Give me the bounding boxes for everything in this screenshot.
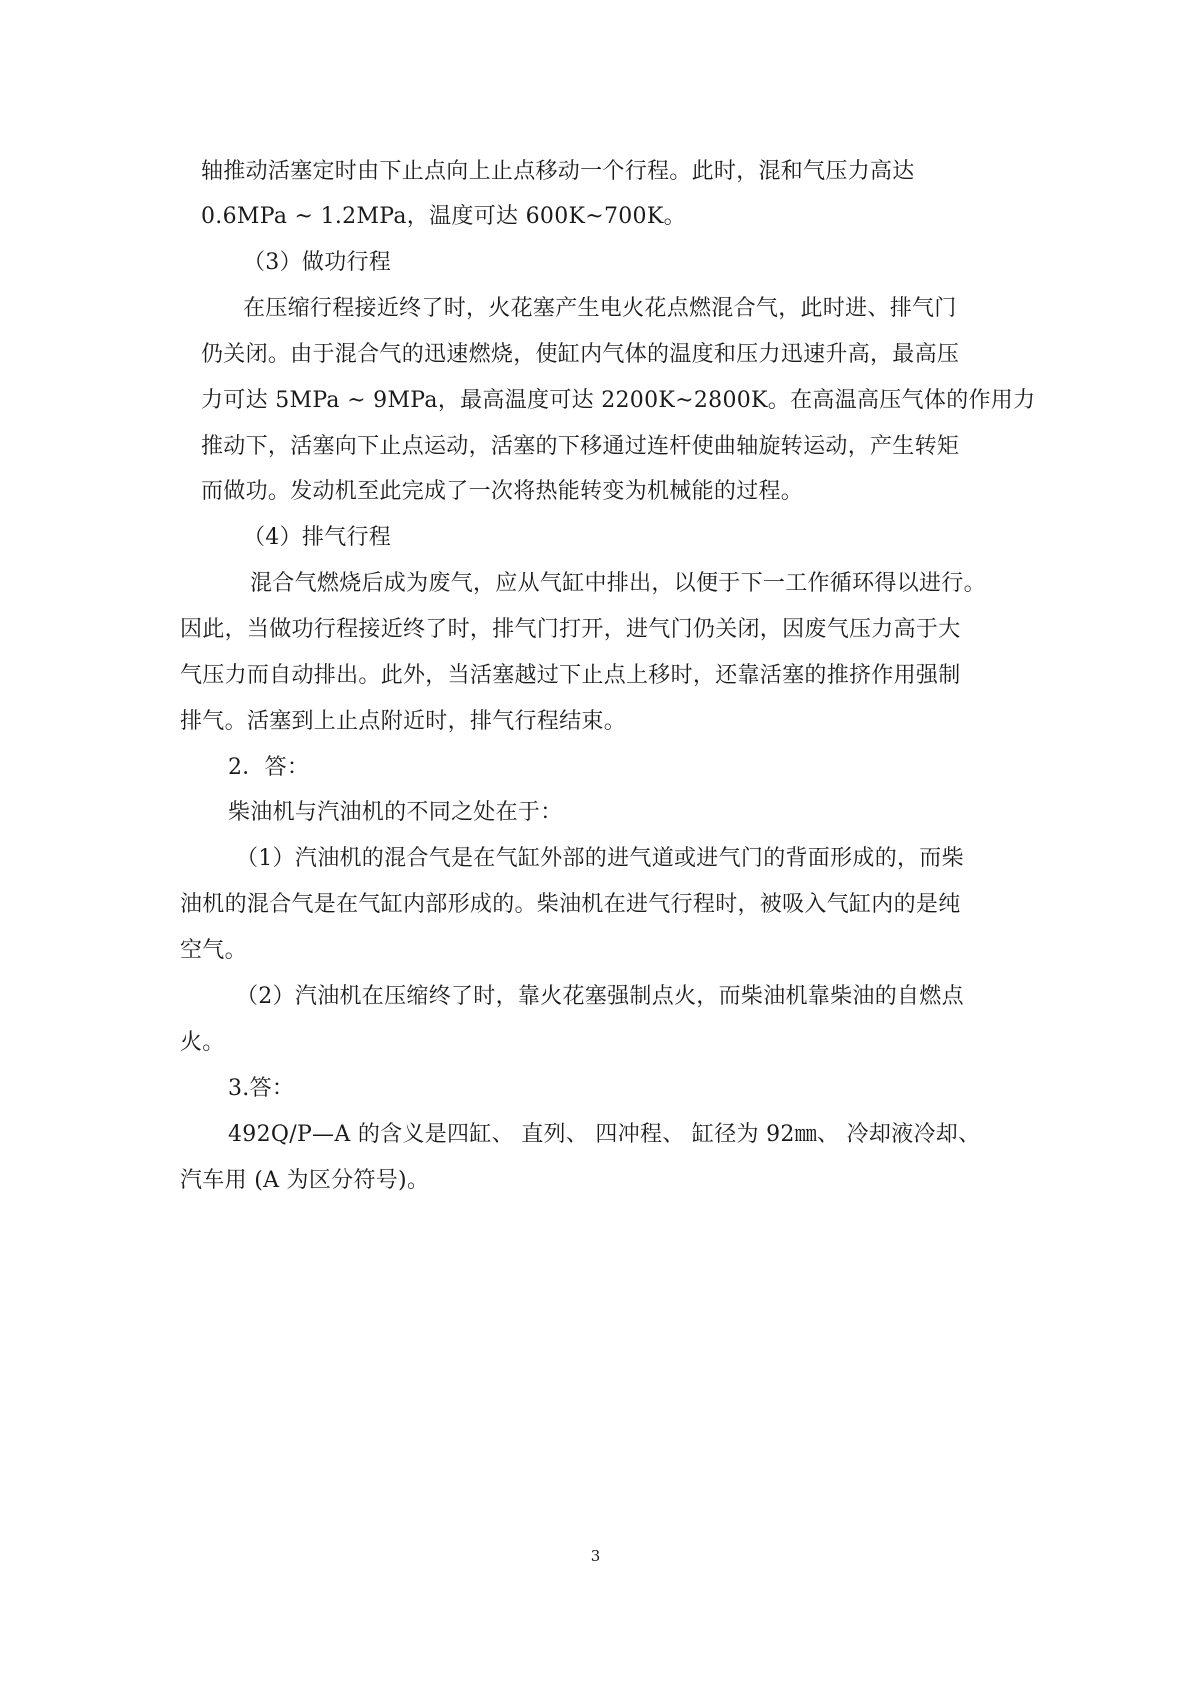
section-heading: （3）做功行程 xyxy=(243,250,392,275)
text-line: 空气。 xyxy=(180,938,247,963)
section-heading: （4）排气行程 xyxy=(243,525,392,550)
text-line: 492Q/P—A 的含义是四缸、 直列、 四冲程、 缸径为 92㎜、 冷却液冷却、 xyxy=(228,1122,981,1147)
text-line: 在压缩行程接近终了时，火花塞产生电火花点燃混合气，此时进、排气门 xyxy=(243,296,957,321)
text-line: （2）汽油机在压缩终了时，靠火花塞强制点火，而柴油机靠柴油的自燃点 xyxy=(236,984,964,1009)
answer-label: 3.答： xyxy=(228,1076,295,1101)
text-line: 气压力而自动排出。此外，当活塞越过下止点上移时，还靠活塞的推挤作用强制 xyxy=(180,663,961,688)
text-line: 汽车用 (A 为区分符号)。 xyxy=(180,1168,430,1193)
text-line: 轴推动活塞定时由下止点向上止点移动一个行程。此时，混和气压力高达 xyxy=(201,159,915,184)
text-line: 排气。活塞到上止点附近时，排气行程结束。 xyxy=(180,709,627,734)
text-line: （1）汽油机的混合气是在气缸外部的进气道或进气门的背面形成的，而柴 xyxy=(236,846,964,871)
text-line: 仍关闭。由于混合气的迅速燃烧，使缸内气体的温度和压力迅速升高，最高压 xyxy=(201,342,960,367)
text-line: 而做功。发动机至此完成了一次将热能转变为机械能的过程。 xyxy=(201,479,804,504)
text-line: 力可达 5MPa ~ 9MPa，最高温度可达 2200K~2800K。在高温高压气体的作用力 xyxy=(201,388,1036,413)
text-line: 油机的混合气是在气缸内部形成的。柴油机在进气行程时，被吸入气缸内的是纯 xyxy=(180,892,961,917)
answer-label: 2．答： xyxy=(228,755,310,780)
text-line: 火。 xyxy=(180,1030,225,1055)
text-line: 推动下，活塞向下止点运动，活塞的下移通过连杆使曲轴旋转运动，产生转矩 xyxy=(201,434,960,459)
page-number: 3 xyxy=(590,1547,601,1565)
text-line: 柴油机与汽油机的不同之处在于： xyxy=(228,800,563,825)
text-line: 混合气燃烧后成为废气，应从气缸中排出，以便于下一工作循环得以进行。 xyxy=(250,571,986,596)
text-line: 0.6MPa ~ 1.2MPa，温度可达 600K~700K。 xyxy=(201,204,686,229)
text-line: 因此，当做功行程接近终了时，排气门打开，进气门仍关闭，因废气压力高于大 xyxy=(180,617,961,642)
